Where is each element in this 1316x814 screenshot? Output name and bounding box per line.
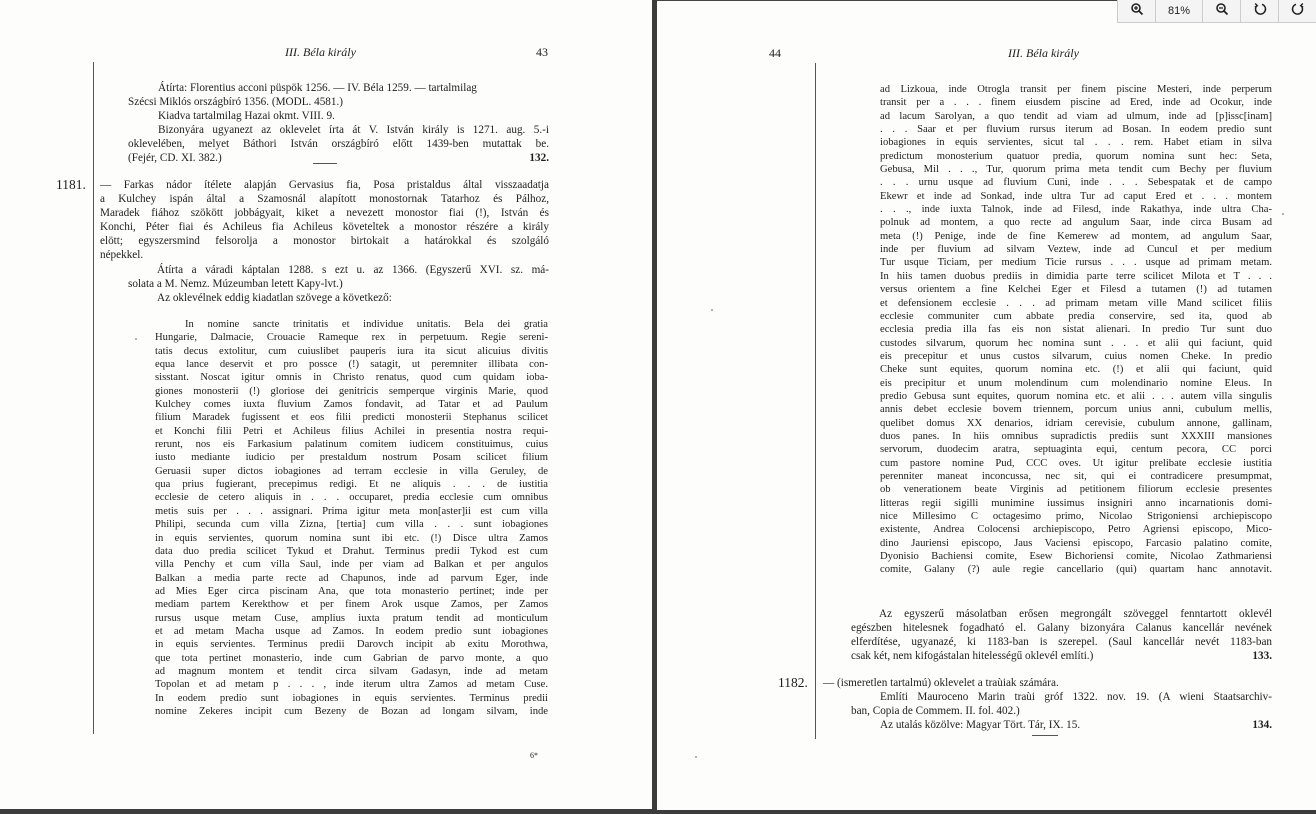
rotate-right-button[interactable] xyxy=(1279,0,1316,22)
text-line: — Farkas nádor ítélete alapján Gervasius fia, Posa pristaldus által visszaadatja xyxy=(100,179,549,191)
text-line: et Konchi filii Petri et Achileus filius Achilei in presentia nostra requi- xyxy=(155,425,548,437)
text-line: ad Lizkoua, inde Otrogla transit per finem piscine Mesteri, inde perperum xyxy=(880,84,1272,95)
text-line: Az utalás közölve: Magyar Tört. Tár, IX. 15. xyxy=(880,719,1081,732)
text-line: eis precipitur et unum molendinum cum molendinario nomine Eleus. In xyxy=(880,377,1272,389)
charter-number: 134. xyxy=(1252,719,1272,732)
page-44 xyxy=(657,0,1316,810)
text-line: solata a M. Nemz. Múzeumban letett Kapy-lvt.) xyxy=(128,277,343,290)
text-line: Hungarie, Dalmacie, Crouacie Rameque rex in perpetuum. Regie sereni- xyxy=(155,332,548,344)
text-line: iusto mediante iudicio per prestaldum nostrum Posam scilicet filium xyxy=(155,452,548,464)
text-line: elferdítése, ugyanazé, ki 1183-ban is szerepel. (Saul kancellár nevét 1183-ban xyxy=(851,636,1272,649)
latin-charter-text xyxy=(155,318,548,718)
text-line: nice Millesimo C octagesimo primo, Nicolao Strigoniensi archiepiscopo xyxy=(880,511,1272,522)
separator-rule xyxy=(1032,735,1058,736)
text-line: custodes silvarum, quorum hec nomina sunt . . . et alii qui faciunt, quid xyxy=(880,337,1272,349)
text-line: . . ., inde iuxta Talnok, inde ad Filesd, inde Rakathya, inde ultra Cha- xyxy=(880,204,1272,216)
text-line: rursus usque metam Cuse, amplius iuxta pratum tendit ad monticulum xyxy=(155,612,548,624)
text-line: iobagiones in equis servientes, sicut tal . . . rem. Habet etiam in silva xyxy=(880,137,1272,149)
text-line: Átírta a váradi káptalan 1288. s ezt u. az 1366. (Egyszerű XVI. sz. má- xyxy=(157,263,549,276)
text-line: Konchi, Péter fiai és Achileus fia Achileus követeltek a monostor részére a király xyxy=(100,221,549,234)
text-line: Szécsi Miklós országbíró 1356. (MODL. 4581.) xyxy=(128,96,344,109)
zoom-level[interactable]: 81% xyxy=(1156,0,1203,22)
text-line: predictum monosterium quatuor predia, quorum nomina sunt hec: Seta, xyxy=(880,150,1272,162)
text-line: Átírta: Florentius acconi püspök 1256. — IV. Béla 1259. — tartalmilag xyxy=(158,82,477,94)
text-line: oklevelében, melyet Báthori István országbíró előtt 1439-ben mutattak be. xyxy=(128,138,549,151)
zoom-in-icon xyxy=(1130,2,1144,21)
margin-rule xyxy=(815,63,816,739)
text-line: in equis servientes. Terminus predii Darovch incipit ab exitu Morothwa, xyxy=(155,639,548,651)
text-line: meta (!) Penige, inde de fine Kemerew ad montem, ad angulum Saar, xyxy=(880,230,1272,242)
text-line: comite, Galany (?) aule regie cancellario (qui) quartam hanc annotavit. xyxy=(880,564,1272,576)
text-line: tatis decus extolitur, cum cuiuslibet pauperis iura ita sicut alicuius divitis xyxy=(155,345,548,357)
text-line: dino Jauriensi episcopo, Jaus Vaciensi episcopo, Farcasio palatino comite, xyxy=(880,537,1272,549)
text-line: In hiis tamen duobus prediis in dimidia parte terre scilicet Milota et T . . . xyxy=(880,270,1272,282)
page-number: 43 xyxy=(536,45,548,59)
text-line: existente, Andrea Colocensi archiepiscopo, Petro Agriensi episcopo, Mico- xyxy=(880,524,1272,536)
text-line: In eodem predio sunt iobagiones in equis servientes. Terminus predii xyxy=(155,692,548,704)
text-line: Maradek fiához szökött jobbágyait, kiket a nevezett monostor fiai (!), István és xyxy=(100,207,549,220)
text-line: népekkel. xyxy=(100,249,144,262)
text-line: . . . urnu usque ad fluvium Cuni, inde . . . Sebespatak et de campo xyxy=(880,177,1272,189)
scan-speck xyxy=(1282,213,1284,215)
charter-number: 133. xyxy=(1252,650,1272,663)
note-block xyxy=(851,607,1272,663)
zoom-out-icon xyxy=(1215,2,1229,21)
text-line: Bizonyára ugyanezt az oklevelet írta át V. István király is 1271. aug. 5.-i xyxy=(158,124,549,137)
rotate-left-button[interactable] xyxy=(1241,0,1279,22)
running-head: III. Béla király xyxy=(285,45,356,59)
text-line: ecclesie de cetero aliquis in . . . occuparet, predia ecclesie cum omnibus xyxy=(155,492,548,504)
text-line: metis suis per . . . assignari. Prima igitur meta mon[aster]ii est cum villa xyxy=(155,505,548,517)
text-line: — (ismeretlen tartalmú) oklevelet a traùiak számára. xyxy=(823,677,1059,689)
text-line: Az egyszerű másolatban erősen megrongált szöveggel fenntartott oklevél xyxy=(879,608,1272,620)
text-line: quelibet domus XX denarios, idriam cerevisie, cubulum annone, gallinam, xyxy=(880,417,1272,429)
page-number: 44 xyxy=(769,46,781,60)
text-line: (Fejér, CD. XI. 382.) xyxy=(128,152,222,165)
text-line: annis debet ecclesie bovem triennem, porcum unius anni, cubulum mellis, xyxy=(880,404,1272,416)
text-line: qua prius fugierant, precepimus redigi. Et ne aliquis . . . de iustitia xyxy=(155,479,548,491)
text-line: predio Gebusa sunt equites, quorum nomina etc. et alii . . . autem villa singulis xyxy=(880,390,1272,402)
text-line: ecclesia predia illa fas eis non sistat alienari. In predio Tur sunt duo xyxy=(880,324,1272,336)
text-line: Balkan a media parte recte ad Chapunos, inde ad parvum Eger, inde xyxy=(155,572,548,584)
text-line: que tota pertinet monasterio, inde cum Gabrian de parvo monte, a quo xyxy=(155,652,548,664)
text-line: Tur usque Ticiam, per medium Ticie rursus . . . usque ad primam metam. xyxy=(880,257,1272,269)
text-line: cum pastore nomine Pud, CCC oves. Ut igitur prelibate ecclesie iustitia xyxy=(880,457,1272,469)
zoom-in-button[interactable] xyxy=(1118,0,1156,22)
entry-block xyxy=(823,676,1272,732)
text-line: duos panes. In hiis omnibus supradictis prediis sunt XXXIII mansiones xyxy=(880,430,1272,442)
text-line: et ad metam Macha usque ad Zamos. In eodem predio sunt iobagiones xyxy=(155,625,548,637)
text-line: inde per fluvium ad silvam Veztew, inde ad Cuncul et per medium xyxy=(880,244,1272,256)
rotate-left-icon xyxy=(1253,2,1267,21)
text-line: a Kulchey ispán által a Szamosnál alapított monostornak Tatarhoz és Pálhoz, xyxy=(100,193,549,206)
scan-speck xyxy=(135,338,137,340)
signature-mark: 6* xyxy=(530,751,538,760)
separator-rule xyxy=(313,163,337,164)
text-line: . . . Saar et per fluvium rursus iterum ad Bosan. In eodem predio sunt xyxy=(880,124,1272,136)
text-line: Kiadva tartalmilag Hazai okmt. VIII. 9. xyxy=(158,110,335,123)
text-line: ad Mies Eger circa piscinam Ana, que tota monasterio pertinet; inde per xyxy=(155,585,548,597)
text-line: data duo predia scilicet Tykud et Drahut. Terminus predii Tykod est cum xyxy=(155,545,548,557)
text-row xyxy=(128,151,549,165)
text-line: Cheke sunt equites, quorum nomina etc. (!) et alii qui faciunt, quid xyxy=(880,364,1272,376)
text-line: Topolan et ad metam p . . . , inde iterum ultra Zamos ad metam Cuse. xyxy=(155,679,548,691)
page-43 xyxy=(0,0,652,809)
text-line: Gebusa, Mil . . ., Tur, quorum prima meta tendit cum Bechy per fluvium xyxy=(880,164,1272,176)
text-line: et defensionem ecclesie . . . ad primam metam ville Mand scilicet filiis xyxy=(880,297,1272,309)
scan-speck xyxy=(711,309,713,311)
text-line: in equis servientes, quorum nomina sunt ibi etc. (!) Disce ultra Zamos xyxy=(155,532,548,544)
zoom-out-button[interactable] xyxy=(1203,0,1241,22)
text-line: sisstant. Noscat igitur omnis in Christo renatus, quod cum quidam ioba- xyxy=(155,372,548,384)
text-line: Geruasii super dictos iobagiones ad terram ecclesie in villa Geruley, de xyxy=(155,465,548,477)
text-row xyxy=(823,718,1272,732)
text-line: Dyonisio Bachiensi comite, Esew Bichoriensi comite, Nicolao Zathmariensi xyxy=(880,551,1272,563)
text-line: versus orientem a fine Kelchei Eger et Filesd a tutamen (!) ad tutamen xyxy=(880,284,1272,296)
text-line: csak két, nem kifogástalan hitelességű oklevél említi.) xyxy=(851,650,1094,663)
entry-year: 1181. xyxy=(56,177,86,192)
text-line: filium Maradek fugissent et eos filii predicti monosterii Stephanus scilicet xyxy=(155,412,548,424)
text-line: perenniter maneat inconcussa, nec sit, qui ei contradicere presumpmat, xyxy=(880,470,1272,482)
viewer-toolbar xyxy=(1117,0,1316,23)
scan-speck xyxy=(695,756,697,758)
text-line: Ekewr et inde ad Sonkad, inde ultra Tur ad caput Ered et . . . montem xyxy=(880,190,1272,202)
charter-number: 132. xyxy=(529,152,549,165)
text-line: litteras regii sigilli munimine iussimus insigniri anno incarnationis domi- xyxy=(880,497,1272,509)
intro-block xyxy=(128,81,549,166)
text-line: In nomine sancte trinitatis et individue unitatis. Bela dei gratia xyxy=(185,319,548,330)
text-line: Philipi, secunda cum villa Zizna, [tertia] cum villa . . . sunt iobagiones xyxy=(155,519,548,531)
text-line: Kulchey comes iuxta fluvium Zamos fondavit, ad Tatar et ad Paulum xyxy=(155,399,548,411)
text-line: ad lacum Sarolyan, a quo tendit ad viam ad ulmum, inde ad [p]issc[inam] xyxy=(880,110,1272,122)
text-line: ad magnum montem et tendit circa silvam Gadasyn, inde ad metam xyxy=(155,665,548,677)
text-line: polnuk ad montem, a quo recte ad angulum Saar, inde circa Busam ad xyxy=(880,217,1272,229)
text-line: eis precepitur et unus custos silvarum, cuius nomen Cheke. In predio xyxy=(880,350,1272,362)
text-line: villa Penchy et cum villa Saul, inde per viam ad Balkan et per angulos xyxy=(155,559,548,571)
text-line: ecclesie communiter cum abbate predia conservire, sed ita, quod ab xyxy=(880,310,1272,322)
text-line: Említi Mauroceno Marin traùi gróf 1322. nov. 19. (A wieni Staatsarchiv- xyxy=(880,691,1272,704)
rotate-right-icon xyxy=(1291,2,1305,21)
entry-block xyxy=(100,178,549,305)
text-line: transit per a . . . finem eiusdem piscine ad Ered, inde ad Ocokur, inde xyxy=(880,97,1272,109)
latin-charter-text xyxy=(880,83,1272,577)
text-line: nomine Zekeres incipit cum Bezeny de Bozan ad longam silvam, inde xyxy=(155,705,548,717)
running-head: III. Béla király xyxy=(1008,46,1079,60)
text-line: elött; egyszersmind felsorolja a monostor birtokait a határokkal és szolgáló xyxy=(100,235,549,248)
text-line: egészben hitelesnek fogadható el. Galany bizonyára Calanus kancellár nevének xyxy=(851,622,1272,635)
entry-year: 1182. xyxy=(778,675,808,690)
text-line: rerunt, nos eis Farkasium palatinum comitem iudicem constituimus, cuius xyxy=(155,439,548,451)
text-line: equa lance deservit et pro possce (!) satagit, ut peremniter illibata con- xyxy=(155,359,548,371)
text-line: mediam partem Kerekthow et per finem Arok usque Zamos, per Zamos xyxy=(155,599,548,611)
text-line: servorum, duodecim aratra, septuaginta equi, centum pecora, CC porci xyxy=(880,444,1272,456)
text-line: ob venerationem beate Virginis ad petitionem filiorum ecclesie presentes xyxy=(880,484,1272,496)
text-line: ban, Copia de Commem. II. fol. 402.) xyxy=(851,705,1020,718)
margin-rule xyxy=(93,62,94,734)
text-line: giones monosterii (!) gloriose dei genitricis semperque virginis Marie, quod xyxy=(155,385,548,397)
text-row xyxy=(851,649,1272,663)
text-line: Az oklevélnek eddig kiadatlan szövege a következő: xyxy=(157,291,392,304)
